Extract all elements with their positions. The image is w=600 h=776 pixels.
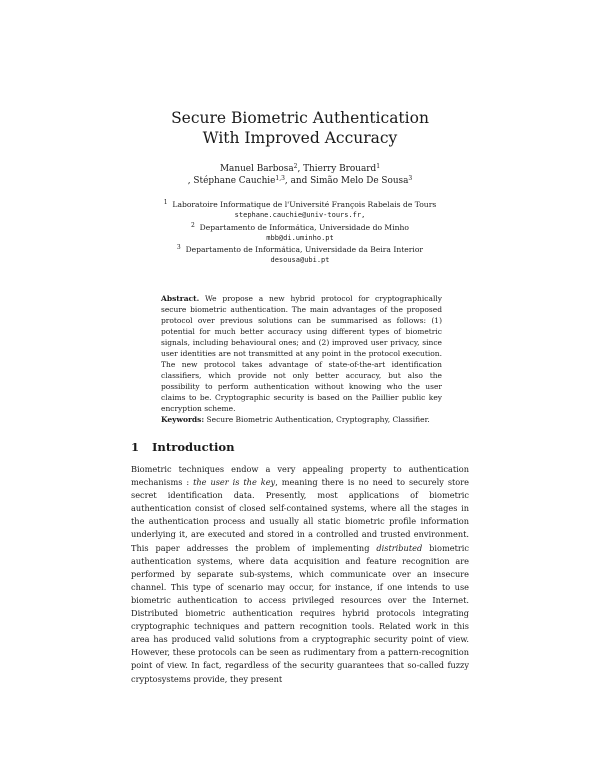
author-affil-mark: 2	[293, 163, 298, 170]
section-title: Introduction	[152, 440, 235, 454]
author-line-2	[100, 175, 500, 187]
title-line-2: With Improved Accuracy	[202, 129, 398, 147]
abstract-block	[161, 293, 442, 425]
author-name: Manuel Barbosa	[219, 164, 294, 174]
emphasis: distributed	[376, 542, 423, 553]
author-affil-mark: 1,3	[275, 175, 285, 182]
intro-body	[131, 463, 469, 686]
author-name: , Stéphane Cauchie	[187, 176, 276, 186]
affiliation-name: $^3$ Departamento de Informática, Universidade da Beira Interior	[176, 244, 424, 255]
paper-title	[100, 108, 500, 148]
author-name: , Thierry Brouard	[297, 164, 377, 174]
section-heading	[131, 440, 471, 454]
keywords-text: Secure Biometric Authentication, Cryptography, Classifier.	[206, 415, 430, 424]
abstract-text: We propose a new hybrid protocol for cryptographically secure biometric authentication. The main advantages of the proposed protocol over previous solutions can be summarised as follows: (1) potential for much better accuracy using different types of biometric signals, including behavioural ones; and (2) improved user privacy, since user identities are not transmitted at any point in the protocol execution. The new protocol takes advantage of state-of-the-art identification classifiers, which provide not only better accuracy, but also the possibility to perform authentication without knowing who the user claims to be. Cryptographic security is based on the Paillier public key encryption scheme.	[161, 294, 442, 413]
affiliations	[100, 199, 500, 267]
keywords-label: Keywords:	[161, 415, 205, 424]
author-affil-mark: 1	[376, 163, 381, 170]
section-number: 1	[131, 440, 140, 454]
intro-paragraph: Biometric techniques endow a very appealing property to authentication mechanisms : the user is the key, meaning there is no need to securely store secret identification data. Presently, most applications of biometric authentication consist of closed self-contained systems, where all the stages in the authentication process and usually all static biometric profile information underlying it, are executed and stored in a controlled and trusted environment. This paper addresses the problem of implementing distributed biometric authentication systems, where data acquisition and feature recognition are performed by separate sub-systems, which communicate over an insecure channel. This type of scenario may occur, for instance, if one intends to use biometric authentication to access privileged resources over the Internet. Distributed biometric authentication requires hybrid protocols integrating cryptographic techniques and pattern recognition tools. Related work in this area has produced valid solutions from a cryptographic security point of view. However, these protocols can be seen as rudimentary from a pattern-recognition point of view. In fact, regardless of the security guarantees that so-called fuzzy cryptosystems provide, they present	[131, 464, 469, 684]
author-line-1	[100, 163, 500, 175]
affiliation-email[interactable]: desousa@ubi.pt	[270, 256, 330, 265]
author-affil-mark: 3	[408, 175, 413, 182]
abstract-paragraph	[161, 293, 442, 414]
affiliation-name: $^2$ Departamento de Informática, Universidade do Minho	[191, 221, 409, 232]
emphasis: the user is the key	[193, 477, 276, 488]
author-list	[100, 163, 500, 187]
affiliation-email[interactable]: stephane.cauchie@univ-tours.fr,	[234, 211, 366, 220]
author-name: , and Simão Melo De Sousa	[284, 176, 409, 186]
keywords-paragraph	[161, 414, 442, 425]
affiliation-name: $^1$ Laboratoire Informatique de l'Université François Rabelais de Tours	[163, 199, 437, 209]
abstract-label: Abstract.	[161, 294, 200, 303]
affiliation-email[interactable]: mbb@di.uminho.pt	[266, 233, 334, 242]
title-line-1: Secure Biometric Authentication	[171, 109, 429, 127]
